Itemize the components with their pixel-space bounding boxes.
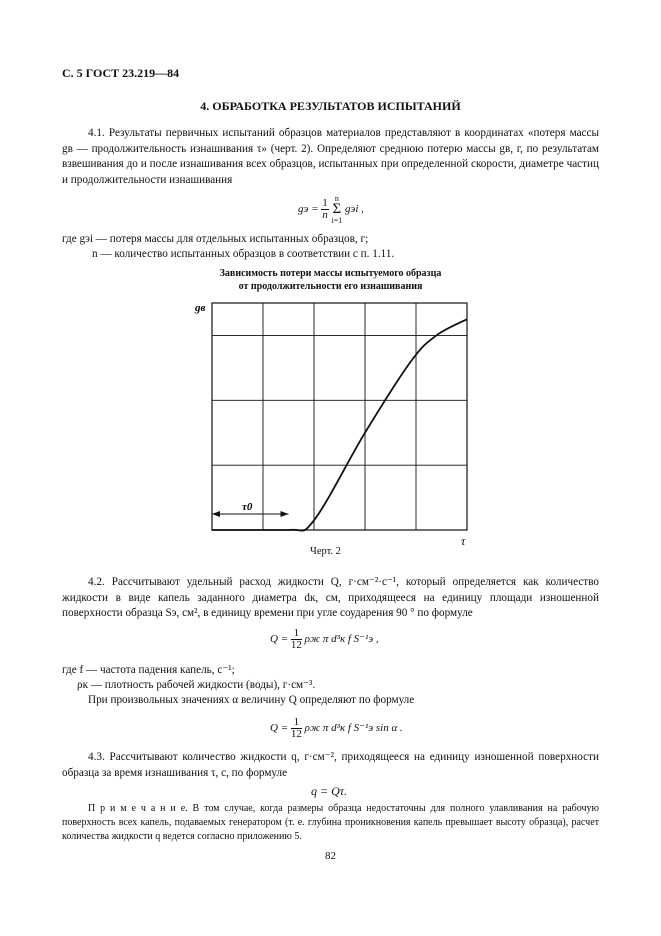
formula3-lhs: Q = <box>270 722 289 735</box>
formula3-fraction <box>291 717 302 740</box>
paragraph-4-1: 4.1. Результаты первичных испытаний образцов материалов представляют в координатах «потеря массы gв — продолжительность изнашивания τ» (черт. 2). Определяют среднюю потерю массы gв, г, по результатам взвешивания до и после изнашивания всех образцов, испытанных при определенной скорости, диаметре частиц и продолжительности изнашивания <box>62 127 599 186</box>
section-title: 4. ОБРАБОТКА РЕЗУЛЬТАТОВ ИСПЫТАНИЙ <box>200 99 461 113</box>
formula1-fraction <box>321 198 329 221</box>
where-2a: где f — частота падения капель, с⁻¹; <box>62 664 235 676</box>
page-number: 82 <box>325 850 336 862</box>
formula1-den: n <box>322 209 328 221</box>
y-axis-label: gв <box>195 302 206 314</box>
chart <box>185 295 485 550</box>
formula-mean-loss <box>298 194 364 225</box>
x-axis-label: τ <box>461 534 466 548</box>
note: П р и м е ч а н и е. В том случае, когда размеры образца недостаточны для полного улавливания на рабочую поверхность всех капель, подаваемых генератором (т. е. глубина проникновения капель превышает высоту образца), расчет количества жидкости q ведется согласно приложению 5. <box>62 803 599 842</box>
tau0-marker <box>212 501 289 517</box>
chart-title-line1: Зависимость потери массы испытуемого образца <box>219 268 442 279</box>
arrow-left-icon <box>212 511 220 517</box>
formula2-lhs: Q = <box>270 633 289 646</box>
formula2-num: 1 <box>291 628 302 640</box>
chart-title-line2: от продолжительности его изнашивания <box>238 281 423 292</box>
sum-bottom: i=1 <box>331 216 343 225</box>
where-1b: n — количество испытанных образцов в соответствии с п. 1.11. <box>92 248 395 260</box>
formula-flow-rate <box>270 628 379 651</box>
formula-flow-rate-alpha <box>270 717 403 740</box>
chart-grid <box>212 303 467 530</box>
arrow-right-icon <box>281 511 289 517</box>
formula-liquid-amount: q = Qτ. <box>311 784 348 798</box>
sum-top: n <box>334 194 339 203</box>
formula1-lhs: gэ = <box>298 203 319 216</box>
formula1-num: 1 <box>322 197 328 209</box>
paragraph-4-2-b: При произвольных значениях α величину Q определяют по формуле <box>88 694 415 706</box>
formula1-term: gэi , <box>345 203 364 216</box>
formula3-den: 12 <box>290 728 302 740</box>
formula2-rhs: ρж π d³к f S⁻¹э , <box>304 633 379 646</box>
formula1-sum <box>332 194 343 225</box>
chart-frame <box>212 303 467 530</box>
formula2-den: 12 <box>290 639 302 651</box>
where-2b: ρк — плотность рабочей жидкости (воды), г·см⁻³. <box>77 679 316 691</box>
formula2-fraction <box>291 628 302 651</box>
page-header: С. 5 ГОСТ 23.219—84 <box>62 66 180 80</box>
tau0-label: τ0 <box>242 501 253 513</box>
paragraph-4-2: 4.2. Рассчитывают удельный расход жидкости Q, г·см⁻²·с⁻¹, который определяется как количество жидкости в виде капель заданного диаметра dк, см, приходящееся на единицу площади изношенной поверхности образца Sэ, см², в единицу времени при угле соударения 90 ° по формуле <box>62 576 599 619</box>
formula3-num: 1 <box>291 717 302 729</box>
where-1a: где gэi — потеря массы для отдельных испытанных образцов, г; <box>62 233 369 245</box>
formula3-rhs: ρж π d³к f S⁻¹э sin α . <box>304 722 403 735</box>
data-curve <box>212 319 467 530</box>
chart-caption: Черт. 2 <box>310 546 341 557</box>
sigma-icon: Σ <box>332 201 342 217</box>
paragraph-4-3: 4.3. Рассчитывают количество жидкости q, г·см⁻², приходящееся на единицу изношенной поверхности образца за время изнашивания τ, с, по формуле <box>62 751 599 779</box>
